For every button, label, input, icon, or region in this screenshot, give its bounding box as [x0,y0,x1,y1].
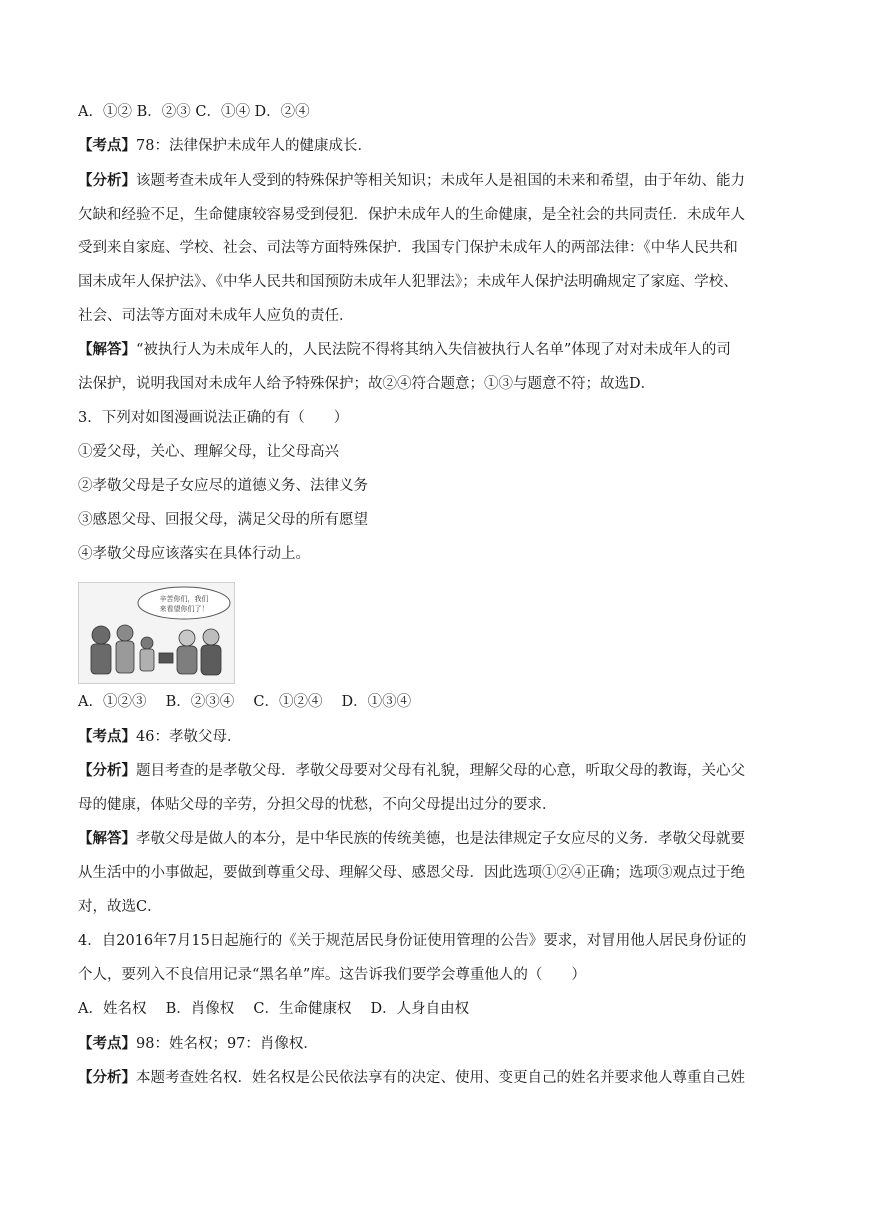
line-text: “被执行人为未成年人的，人民法院不得将其纳入失信被执行人名单”体现了对对未成年人的司 [136,342,731,358]
text-line [78,510,792,530]
section-tag: 【解答】 [78,342,136,358]
text-line [78,863,792,883]
text-line [78,1068,792,1088]
line-text: 欠缺和经验不足，生命健康较容易受到侵犯．保护未成年人的生命健康，是全社会的共同责任．未成年人 [78,207,745,223]
line-text: 98：姓名权；97：肖像权． [136,1036,318,1052]
text-line [78,761,792,781]
section-tag: 【分析】 [78,1070,136,1086]
text-line [78,829,792,849]
text-line [78,965,792,985]
line-text: 法保护，说明我国对未成年人给予特殊保护；故②④符合题意；①③与题意不符；故选D． [78,376,656,392]
text-line [78,727,792,747]
line-text: ③感恩父母、回报父母，满足父母的所有愿望 [78,512,368,528]
line-text: 社会、司法等方面对未成年人应负的责任． [78,308,354,324]
text-line [78,692,792,712]
line-text: 受到来自家庭、学校、社会、司法等方面特殊保护．我国专门保护未成年人的两部法律：《中华人民共和 [78,240,738,256]
text-line [78,1034,792,1054]
speech-bubble-line-2: 来看望你们了！ [159,605,209,613]
text-line [78,442,792,462]
line-text: ②孝敬父母是子女应尽的道德义务、法律义务 [78,478,368,494]
cartoon-illustration [78,582,235,684]
line-text: A．①② B．②③ C．①④ D．②④ [78,104,310,120]
text-line [78,931,792,951]
line-text: 从生活中的小事做起，要做到尊重父母、理解父母、感恩父母．因此选项①②④正确；选项③观点过于绝 [78,865,745,881]
line-text: 对，故选C． [78,899,162,915]
line-text: 4．自2016年7月15日起施行的《关于规范居民身份证使用管理的公告》要求，对冒用他人居民身份证的 [78,933,747,949]
speech-bubble-line-1: 辛苦你们，我们 [159,595,209,603]
text-line [78,306,792,326]
text-line [78,408,792,428]
text-line [78,205,792,225]
text-line [78,476,792,496]
section-tag: 【分析】 [78,173,136,189]
section-tag: 【分析】 [78,763,136,779]
line-text: ①爱父母，关心、理解父母，让父母高兴 [78,444,339,460]
line-text: A．①②③ B．②③④ C．①②④ D．①③④ [78,694,412,710]
text-line [78,238,792,258]
section-tag: 【考点】 [78,138,136,154]
cartoon-drawing [79,583,234,683]
line-text: 母的健康，体贴父母的辛劳，分担父母的忧愁，不向父母提出过分的要求． [78,797,557,813]
line-text: 该题考查未成年人受到的特殊保护等相关知识；未成年人是祖国的未来和希望，由于年幼、能力 [136,173,745,189]
text-line [78,171,792,191]
text-line [78,272,792,292]
section-tag: 【解答】 [78,831,136,847]
line-text: 3．下列对如图漫画说法正确的有（ ） [78,410,349,426]
line-text: 题目考查的是孝敬父母．孝敬父母要对父母有礼貌，理解父母的心意，听取父母的教诲，关心父 [136,763,745,779]
line-text: 个人，要列入不良信用记录“黑名单”库。这告诉我们要学会尊重他人的（ ） [78,967,586,983]
text-line [78,374,792,394]
line-text: 46：孝敬父母． [136,729,242,745]
text-line [78,544,792,564]
text-line [78,897,792,917]
text-line [78,102,792,122]
section-tag: 【考点】 [78,1036,136,1052]
line-text: 本题考查姓名权．姓名权是公民依法享有的决定、使用、变更自己的姓名并要求他人尊重自己姓 [136,1070,745,1086]
line-text: 孝敬父母是做人的本分，是中华民族的传统美德，也是法律规定子女应尽的义务．孝敬父母就要 [136,831,745,847]
text-line [78,340,792,360]
line-text: 78：法律保护未成年人的健康成长． [136,138,372,154]
section-tag: 【考点】 [78,729,136,745]
line-text: A．姓名权 B．肖像权 C．生命健康权 D．人身自由权 [78,1001,470,1017]
text-line [78,136,792,156]
text-line [78,795,792,815]
line-text: ④孝敬父母应该落实在具体行动上。 [78,546,310,562]
text-line [78,999,792,1019]
line-text: 国未成年人保护法》、《中华人民共和国预防未成年人犯罪法》；未成年人保护法明确规定了家庭、学校、 [78,274,738,290]
